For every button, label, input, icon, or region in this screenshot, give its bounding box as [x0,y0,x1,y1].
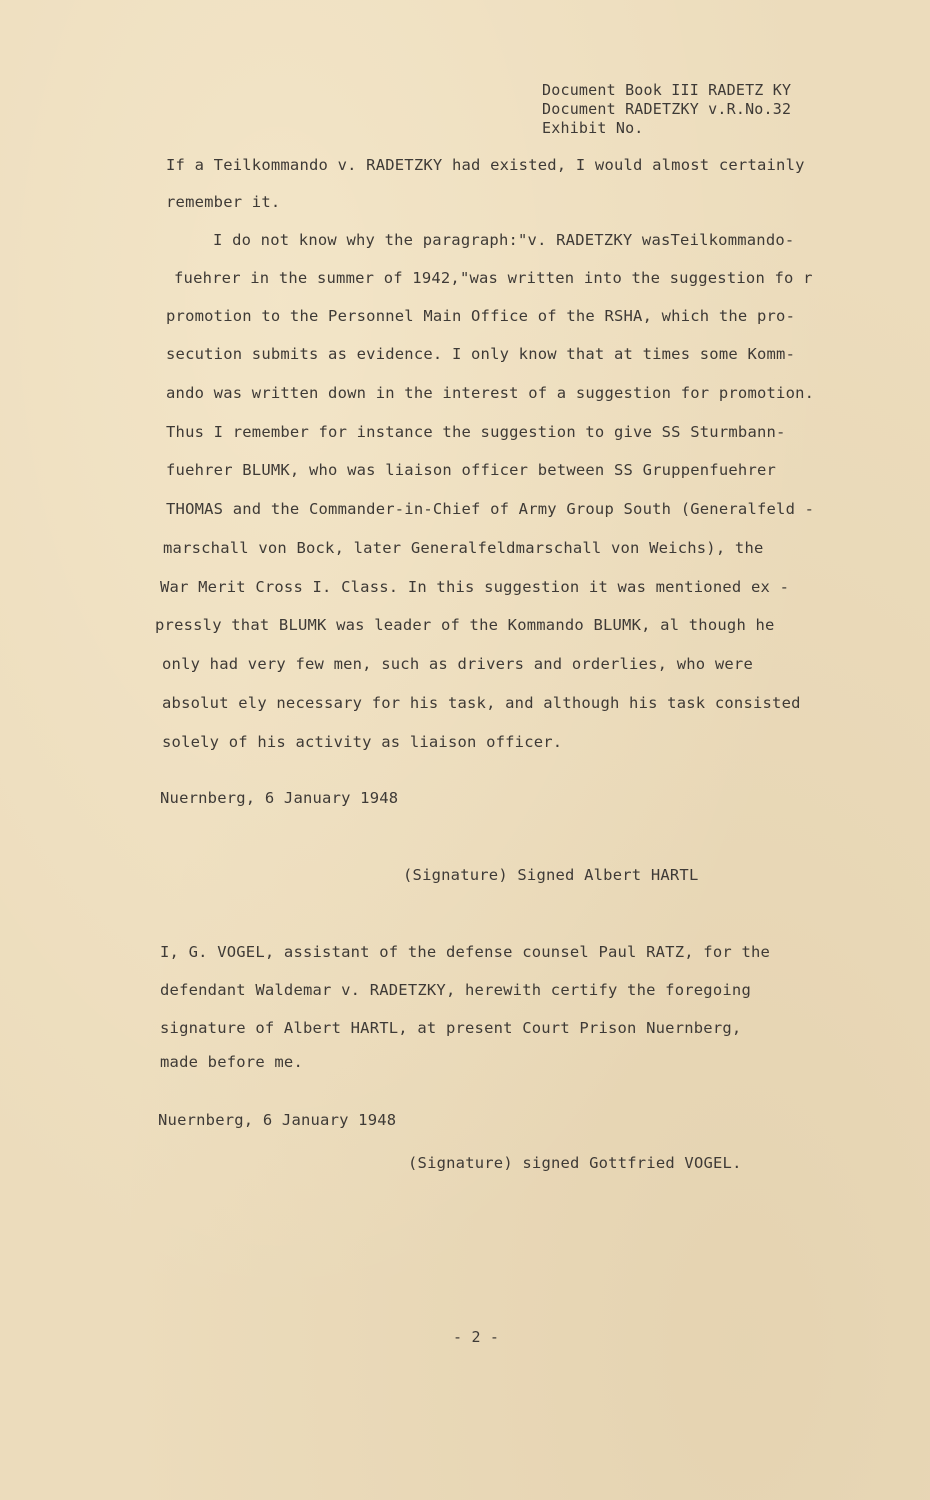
paragraph-line: War Merit Cross I. Class. In this suggestion it was mentioned ex - [160,578,790,596]
paragraph-line: fuehrer BLUMK, who was liaison officer between SS Gruppenfuehrer [166,461,777,479]
paragraph-line: absolut ely necessary for his task, and although his task consisted [162,694,801,712]
page-number: - 2 - [453,1328,500,1346]
header-document-number: Document RADETZKY v.R.No.32 [542,100,792,118]
certification-line: defendant Waldemar v. RADETZKY, herewith certify the foregoing [160,981,751,999]
paragraph-line: remember it. [166,193,281,211]
header-document-book: Document Book III RADETZ KY [542,81,792,99]
paragraph-line: secution submits as evidence. I only know that at times some Komm- [166,345,796,363]
paragraph-line: only had very few men, such as drivers and orderlies, who were [162,655,753,673]
paragraph-line: Thus I remember for instance the suggestion to give SS Sturmbann- [166,423,786,441]
paragraph-line: ando was written down in the interest of a suggestion for promotion. [166,384,815,402]
header-exhibit: Exhibit No. [542,119,644,137]
paragraph-line: promotion to the Personnel Main Office of the RSHA, which the pro- [166,307,796,325]
certification-line: made before me. [160,1053,303,1071]
paragraph-line: THOMAS and the Commander-in-Chief of Army Group South (Generalfeld - [166,500,815,518]
certification-line: signature of Albert HARTL, at present Court Prison Nuernberg, [160,1019,742,1037]
paragraph-line: solely of his activity as liaison officer. [162,733,563,751]
paragraph-line: fuehrer in the summer of 1942,"was written into the suggestion fo r [174,269,813,287]
signature-vogel: (Signature) signed Gottfried VOGEL. [408,1154,742,1172]
certification-line: I, G. VOGEL, assistant of the defense counsel Paul RATZ, for the [160,943,771,961]
paragraph-line: pressly that BLUMK was leader of the Kommando BLUMK, al though he [155,616,775,634]
place-date: Nuernberg, 6 January 1948 [158,1111,397,1129]
place-date: Nuernberg, 6 January 1948 [160,789,399,807]
paragraph-line: marschall von Bock, later Generalfeldmarschall von Weichs), the [163,539,764,557]
paragraph-line: I do not know why the paragraph:"v. RADETZKY wasTeilkommando- [213,231,795,249]
paragraph-line: If a Teilkommando v. RADETZKY had existed, I would almost certainly [166,156,805,174]
signature-hartl: (Signature) Signed Albert HARTL [403,866,699,884]
